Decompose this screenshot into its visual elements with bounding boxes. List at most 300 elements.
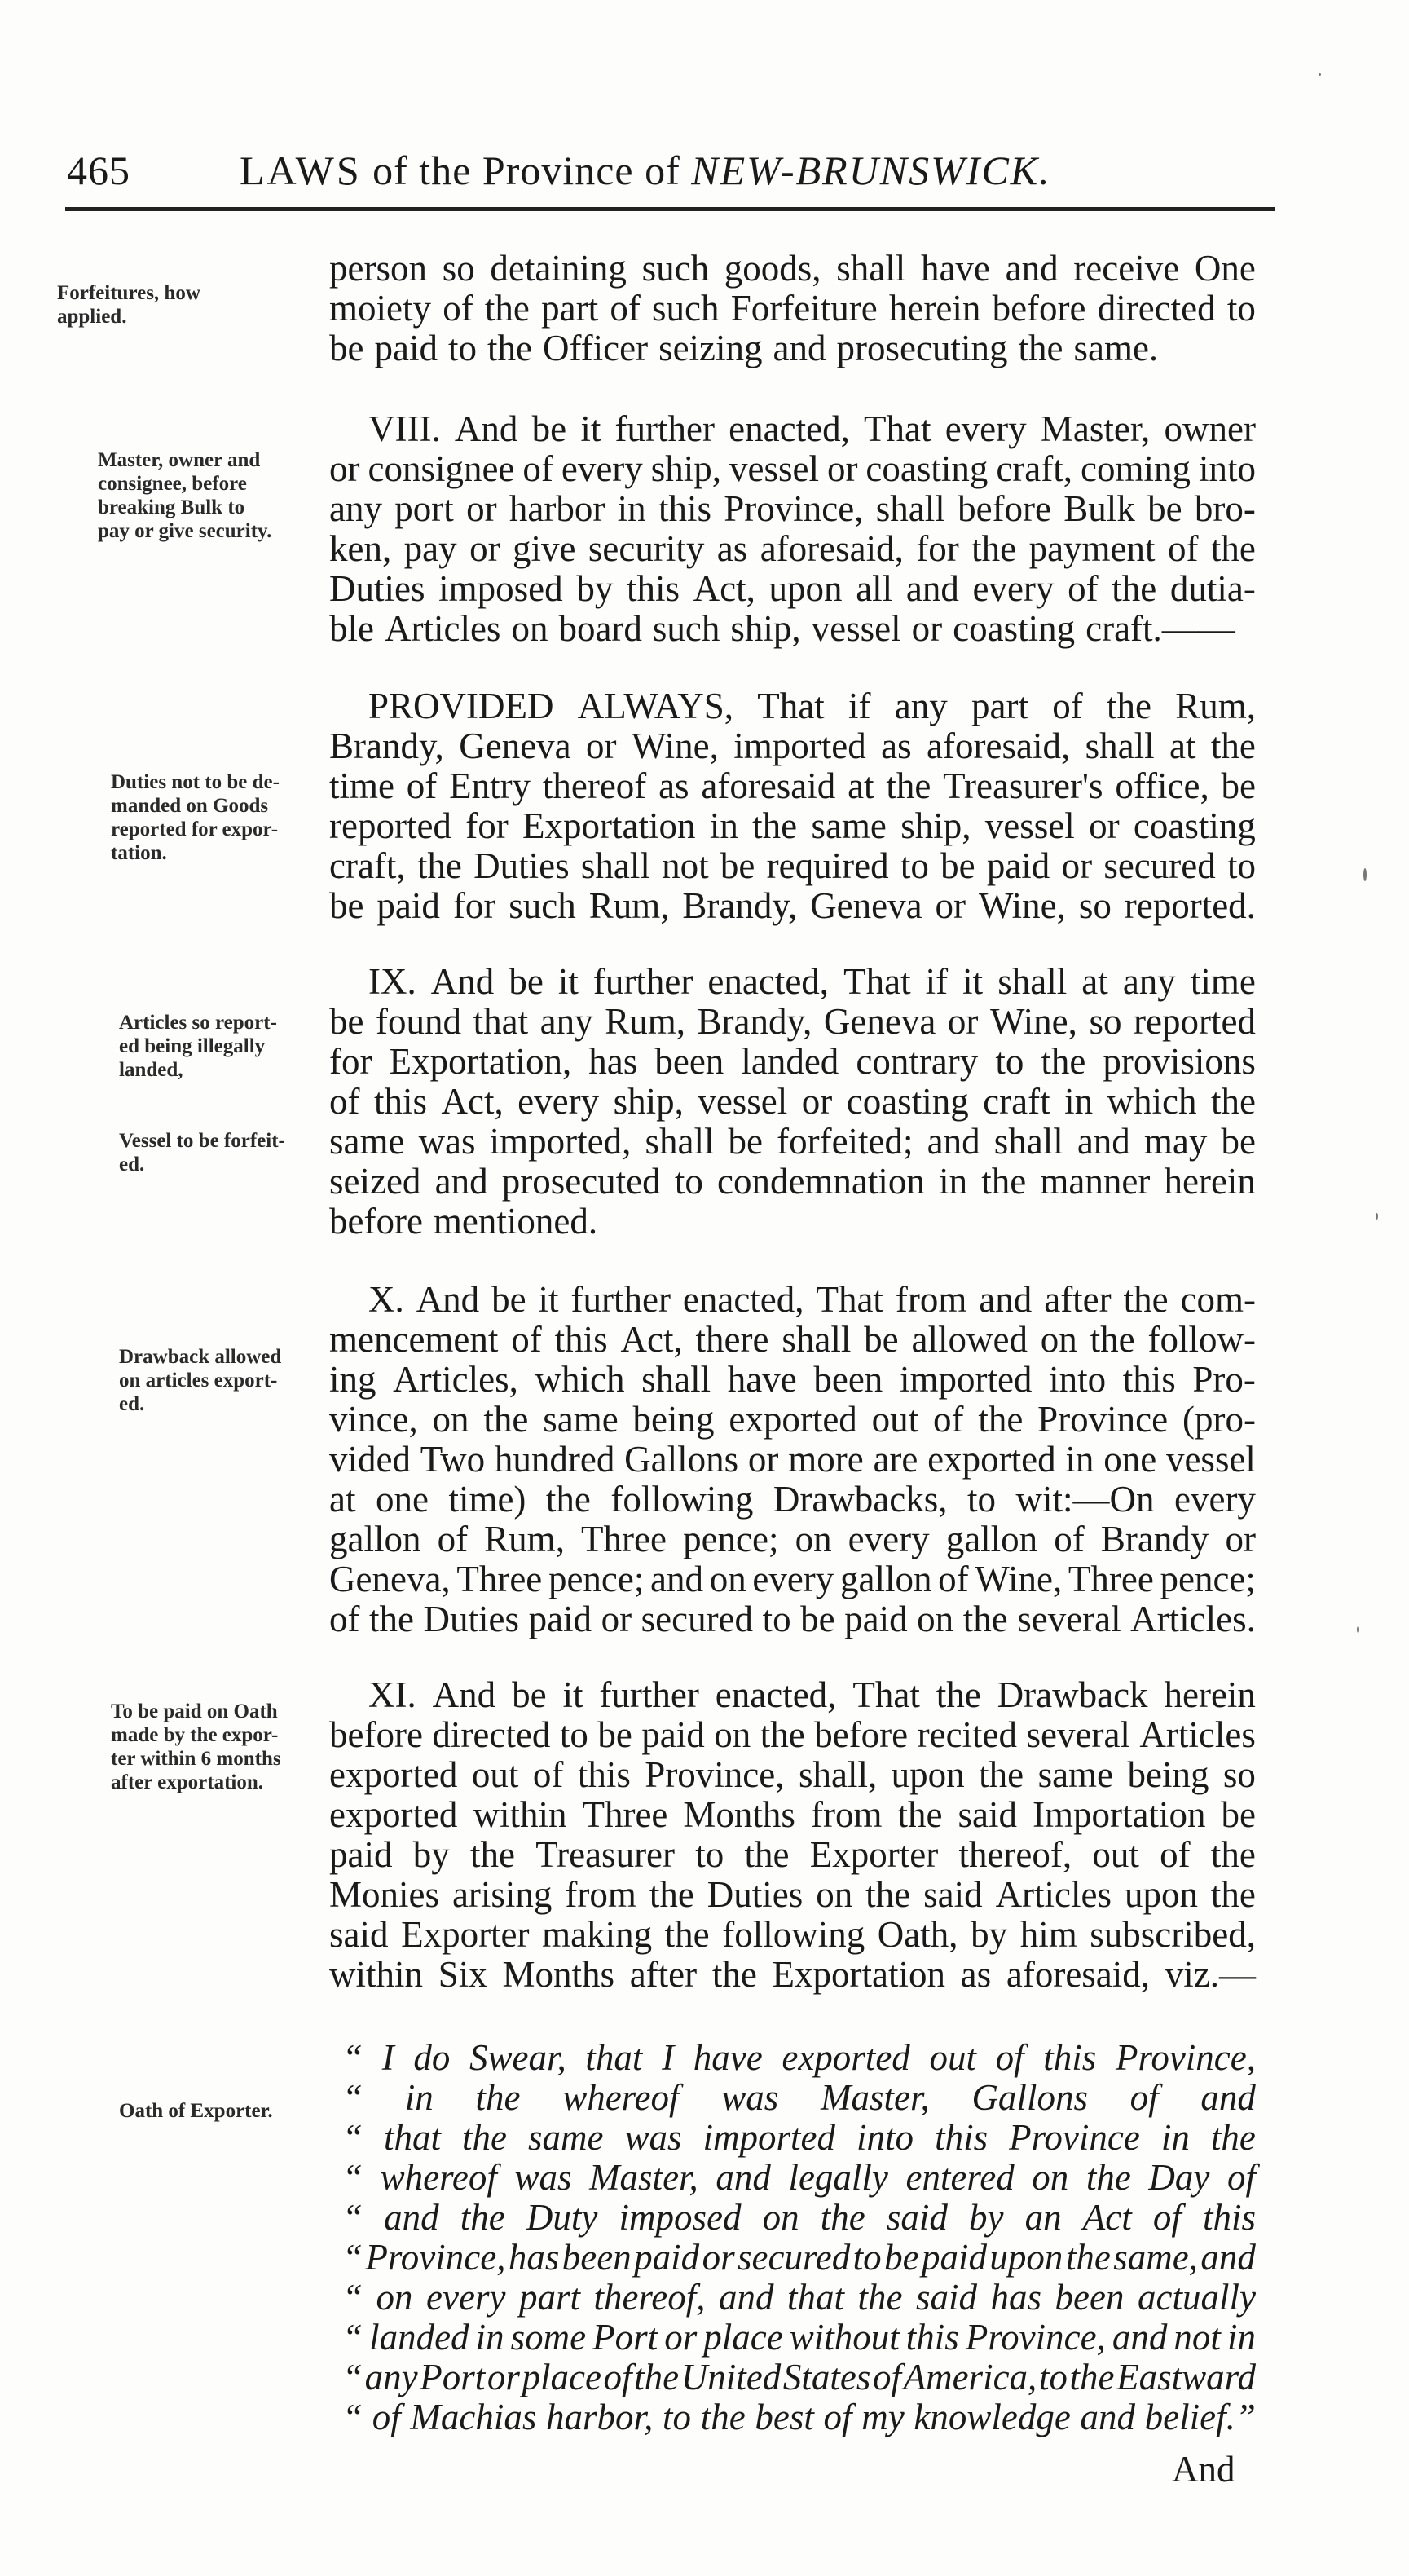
text-line (329, 249, 1256, 289)
word: X. (368, 1279, 404, 1320)
word: every (848, 1519, 930, 1559)
word: Swear, (469, 2037, 566, 2078)
word: same (811, 805, 887, 846)
word: Brandy, (682, 885, 798, 926)
word: Province, (724, 488, 864, 529)
word: Monies (329, 1874, 439, 1915)
word: give (512, 528, 576, 569)
word: That (757, 686, 825, 726)
word: seizing (658, 328, 763, 368)
word: every (561, 448, 643, 489)
text-line (329, 1835, 1256, 1875)
word: this (373, 1081, 427, 1122)
word: of (437, 1519, 469, 1559)
word: to (900, 845, 929, 886)
side-note-line: ed. (119, 1153, 145, 1176)
text-line (329, 726, 1256, 766)
word: or (601, 1599, 632, 1639)
word: and (384, 2197, 439, 2238)
text-line (329, 1480, 1256, 1520)
word: Gallons (624, 1439, 739, 1480)
word: paid (641, 1714, 705, 1755)
word: hundred (494, 1439, 615, 1480)
word: And (416, 1279, 480, 1320)
word: dutia- (1169, 568, 1256, 609)
word: may (1143, 1121, 1208, 1162)
word: said (958, 1794, 1017, 1835)
word: Port (420, 2357, 486, 2397)
word: arising (451, 1874, 553, 1915)
word: Act (1082, 2197, 1132, 2238)
word: the (545, 1479, 591, 1520)
word: before (992, 288, 1086, 329)
word: the (857, 2277, 903, 2318)
word: One (1194, 248, 1256, 289)
word: Entry (449, 765, 531, 806)
word: whereof (380, 2157, 497, 2198)
text-line (329, 1559, 1256, 1599)
word: before (329, 1714, 423, 1755)
word: shall (580, 845, 650, 886)
word: which (1107, 1081, 1197, 1122)
word: “ (342, 2317, 363, 2358)
word: or (935, 885, 966, 926)
word: time (1190, 961, 1256, 1002)
word: any (329, 488, 382, 529)
word: or (1061, 845, 1093, 886)
word: Province, (1115, 2037, 1256, 2078)
word: Master, (589, 2157, 698, 2198)
word: has (990, 2277, 1042, 2318)
side-note-line: Articles so report- (119, 1012, 277, 1034)
word: or (466, 488, 497, 529)
word: Exportation (772, 1954, 945, 1995)
word: paid (528, 1599, 592, 1639)
word: Treasurer's (943, 765, 1103, 806)
text-line (329, 1875, 1256, 1915)
word: upon (1124, 1874, 1198, 1915)
word: of (406, 765, 438, 806)
word: of (1054, 1519, 1085, 1559)
word: craft (983, 1081, 1050, 1122)
word: thereof, (958, 1834, 1072, 1875)
word: ing (329, 1359, 376, 1400)
word: and (1112, 2317, 1168, 2358)
word: Geneva (810, 885, 922, 926)
word: And (432, 1674, 496, 1715)
word: Act, (693, 568, 755, 609)
word: from (895, 1279, 967, 1320)
word: of (443, 288, 473, 329)
word: be (1221, 1121, 1256, 1162)
text-line (329, 609, 1256, 649)
word: and (1077, 1121, 1130, 1162)
side-note-line: Drawback allowed (119, 1346, 282, 1368)
word: herein (1164, 1161, 1256, 1202)
word: of (610, 288, 641, 329)
word: or (586, 726, 617, 766)
word: Officer (542, 328, 649, 368)
side-note-drawback (119, 1345, 331, 1416)
text-line (329, 1042, 1256, 1082)
word: to (674, 1161, 703, 1202)
oath-line (342, 2238, 1256, 2278)
word: imported (733, 726, 866, 766)
word: part (518, 2277, 580, 2318)
word: upon (768, 568, 843, 609)
word: or (747, 1439, 779, 1480)
word: all (856, 568, 893, 609)
word: reported. (1124, 885, 1256, 926)
word: “ (342, 2277, 363, 2318)
word: do (413, 2037, 451, 2078)
word: exported (927, 1439, 1056, 1480)
word: the (1112, 568, 1157, 609)
word: of (1160, 1834, 1191, 1875)
word: or (664, 2317, 698, 2358)
word: the (487, 328, 532, 368)
word: Wine, (978, 885, 1066, 926)
word: or (826, 448, 858, 489)
word: Geneva (823, 1001, 936, 1042)
side-note-vessel-forfeited (119, 1129, 331, 1176)
word: of (1226, 2157, 1256, 2198)
word: herein (888, 288, 981, 329)
word: Rum, (1175, 686, 1256, 726)
word: shall (641, 1359, 711, 1400)
word: to (695, 1834, 724, 1875)
word: Duties (707, 1874, 804, 1915)
word: ble (329, 608, 374, 649)
word: Brandy, (329, 726, 444, 766)
title-province: NEW-BRUNSWICK. (691, 148, 1051, 193)
word: in (1226, 2317, 1256, 2358)
word: vince, (329, 1399, 418, 1440)
paragraph-provided-always (329, 686, 1256, 926)
text-line (329, 1162, 1256, 1202)
word: on (816, 1874, 853, 1915)
word: Province (1009, 2117, 1140, 2158)
word: mencement (329, 1319, 499, 1360)
word: “ (342, 2197, 363, 2238)
text-line (329, 329, 1256, 368)
word: Duties (423, 1599, 520, 1639)
word: of (372, 2397, 401, 2437)
word: have (693, 2037, 763, 2078)
word: vided (329, 1439, 411, 1480)
word: for (465, 805, 509, 846)
word: Drawback (997, 1674, 1148, 1715)
word: be (800, 1599, 835, 1639)
side-note-line: ter within 6 months (111, 1748, 281, 1770)
word: detaining (490, 248, 627, 289)
word: Exportation (522, 805, 696, 846)
word: Eastward (1116, 2357, 1256, 2397)
word: shall (836, 248, 906, 289)
word: the (962, 1599, 1008, 1639)
word: and (716, 2157, 771, 2198)
word: the (760, 1714, 805, 1755)
word: imposed (438, 568, 563, 609)
word: Three (1068, 1559, 1154, 1599)
scan-speck (1319, 73, 1321, 76)
word: there (695, 1319, 769, 1360)
word: by (412, 1834, 450, 1875)
page-number: 465 (67, 148, 130, 193)
word: the (1106, 686, 1151, 726)
text-line (329, 1915, 1256, 1955)
word: harbor (509, 488, 605, 529)
word: on (795, 1519, 832, 1559)
word: the (483, 1399, 529, 1440)
oath-of-exporter (342, 2038, 1256, 2437)
word: com- (1180, 1279, 1256, 1320)
text-line (329, 1002, 1256, 1042)
paragraph-section-8 (329, 409, 1256, 649)
word: in (709, 805, 738, 846)
side-note-line: pay or give security. (98, 520, 272, 542)
word: Exporter (809, 1834, 939, 1875)
word: in (617, 488, 646, 529)
word: goods, (724, 248, 821, 289)
word: the (1210, 1834, 1256, 1875)
word: an (1024, 2197, 1062, 2238)
word: I (662, 2037, 675, 2078)
word: on (714, 1714, 751, 1755)
side-note-master-owner (98, 448, 334, 543)
word: Machias (410, 2397, 537, 2437)
word: be (531, 408, 567, 449)
title-laws: LAWS (240, 148, 362, 193)
word: into (1198, 448, 1256, 489)
word: was (418, 1121, 476, 1162)
word: or (1225, 1519, 1256, 1559)
word: being (1127, 1754, 1209, 1795)
word: Bulk (1063, 488, 1135, 529)
word: shall (782, 1319, 852, 1360)
word: and (650, 1559, 704, 1599)
word: him (1019, 1914, 1077, 1955)
word: owner (1164, 408, 1256, 449)
word: upon (989, 2237, 1063, 2278)
word: every (1174, 1479, 1256, 1520)
word: the (978, 1399, 1024, 1440)
word: gallon (839, 1559, 932, 1599)
text-line (329, 1122, 1256, 1162)
oath-line (342, 2158, 1256, 2198)
word: PROVIDED (368, 686, 554, 726)
word: every (426, 2277, 506, 2318)
paragraph-forfeiture (329, 249, 1256, 368)
word: if (925, 961, 949, 1002)
word: forfeited; (777, 1121, 914, 1162)
word: best (755, 2397, 814, 2437)
word: my (861, 2397, 905, 2437)
word: before (958, 488, 1051, 529)
word: for (452, 885, 496, 926)
word: gallon (945, 1519, 1038, 1559)
word: out (1092, 1834, 1139, 1875)
word: to (663, 2397, 692, 2437)
word: of (938, 1559, 969, 1599)
word: out (471, 1754, 519, 1795)
word: be (1221, 765, 1256, 806)
word: “ (342, 2157, 363, 2198)
word: payment (1028, 528, 1156, 569)
side-note-line: manded on Goods (111, 795, 269, 817)
text-line (329, 1599, 1256, 1639)
text-line (329, 1320, 1256, 1360)
word: shall (645, 1121, 715, 1162)
word: and (719, 2277, 774, 2318)
word: be (728, 1121, 764, 1162)
word: the (752, 805, 798, 846)
word: this (905, 2317, 959, 2358)
word: such (652, 288, 720, 329)
word: “ (342, 2117, 363, 2158)
word: enacted, (682, 1279, 804, 1320)
word: and (1200, 2077, 1256, 2118)
text-line (329, 962, 1256, 1002)
word: of (511, 1319, 542, 1360)
oath-line (342, 2078, 1256, 2118)
word: further (592, 961, 693, 1002)
word: landed (369, 2317, 469, 2358)
word: receive (1073, 248, 1180, 289)
word: not (1173, 2317, 1221, 2358)
word: the (744, 1834, 790, 1875)
word: craft, (996, 448, 1073, 489)
word: at (329, 1479, 356, 1520)
word: Master, (820, 2077, 930, 2118)
word: the (897, 1794, 943, 1835)
word: imported, (489, 1121, 632, 1162)
word: so (1078, 885, 1112, 926)
word: that (787, 2277, 845, 2318)
word: Oath, (877, 1914, 958, 1955)
side-note-line: Forfeitures, how (57, 282, 200, 304)
text-line (329, 1280, 1256, 1320)
word: this (577, 1754, 631, 1795)
word: That (852, 1674, 920, 1715)
word: have (920, 248, 990, 289)
word: from (565, 1874, 636, 1915)
word: Six (438, 1954, 487, 1995)
side-note-line: Master, owner and (98, 449, 261, 471)
word: so (442, 248, 475, 289)
word: paid (921, 2237, 987, 2278)
word: such (652, 608, 720, 649)
word: coasting (865, 448, 989, 489)
side-note-line: Oath of Exporter. (119, 2100, 273, 2122)
word: ken, (329, 528, 392, 569)
text-line (329, 569, 1256, 609)
word: was (514, 2157, 572, 2198)
word: be (329, 328, 364, 368)
word: And (454, 408, 518, 449)
word: directed (432, 1714, 551, 1755)
word: Three (582, 1794, 668, 1835)
word: been (813, 1359, 883, 1400)
word: such (641, 248, 710, 289)
word: the (979, 1754, 1024, 1795)
word: Rum, (588, 885, 670, 926)
word: more (788, 1439, 864, 1480)
word: following (610, 1479, 754, 1520)
word: place (522, 2357, 601, 2397)
word: or (1089, 805, 1120, 846)
word: the (1041, 1041, 1086, 1082)
word: in (475, 2317, 504, 2358)
word: the (1123, 1279, 1169, 1320)
side-note-line: applied. (57, 306, 127, 328)
word: some (510, 2317, 587, 2358)
word: the (369, 1599, 415, 1639)
word: every (944, 408, 1027, 449)
word: every (517, 1081, 600, 1122)
word: be (864, 1319, 899, 1360)
word: Brandy, (697, 1001, 812, 1042)
text-line (329, 806, 1256, 846)
text-line (329, 766, 1256, 806)
word: Exportation, (389, 1041, 572, 1082)
side-note-duties-not-demanded (111, 770, 331, 865)
word: of (603, 2357, 632, 2397)
text-line (329, 529, 1256, 569)
word: Geneva, (329, 1559, 451, 1599)
word: coming (1080, 448, 1191, 489)
word: Three (456, 1559, 543, 1599)
title-middle: of the Province of (372, 148, 680, 193)
word: on (511, 608, 548, 649)
word: Forfeiture (730, 288, 878, 329)
text-line (329, 1675, 1256, 1715)
word: Wine, (631, 726, 719, 766)
word: the (1069, 2357, 1115, 2397)
word: of (329, 1081, 360, 1122)
word: several (1017, 1599, 1121, 1639)
word: and (1080, 2397, 1135, 2437)
word: imported (702, 2117, 836, 2158)
word: security (588, 528, 705, 569)
word: “ (342, 2357, 363, 2397)
text-line (329, 289, 1256, 329)
word: following (722, 1914, 865, 1955)
word: America, (903, 2357, 1037, 2397)
word: it (562, 1674, 583, 1715)
side-note-line: consignee, before (98, 473, 247, 495)
side-note-line: Duties not to be de- (111, 771, 280, 793)
word: as (881, 726, 912, 766)
word: said (923, 1874, 983, 1915)
oath-line (342, 2198, 1256, 2238)
word: one (1103, 1439, 1157, 1480)
word: the (1018, 328, 1063, 368)
word: secured (1103, 845, 1216, 886)
word: this (658, 488, 711, 529)
word: to (995, 1041, 1024, 1082)
word: Brandy (1100, 1519, 1209, 1559)
word: paid (634, 2237, 700, 2278)
word: coasting (953, 608, 1076, 649)
text-line (329, 886, 1256, 926)
word: secured (641, 1599, 754, 1639)
word: it (962, 961, 984, 1002)
word: Rum, (605, 1001, 685, 1042)
word: required (766, 845, 889, 886)
word: shall (993, 1121, 1063, 1162)
word: be (512, 1674, 547, 1715)
